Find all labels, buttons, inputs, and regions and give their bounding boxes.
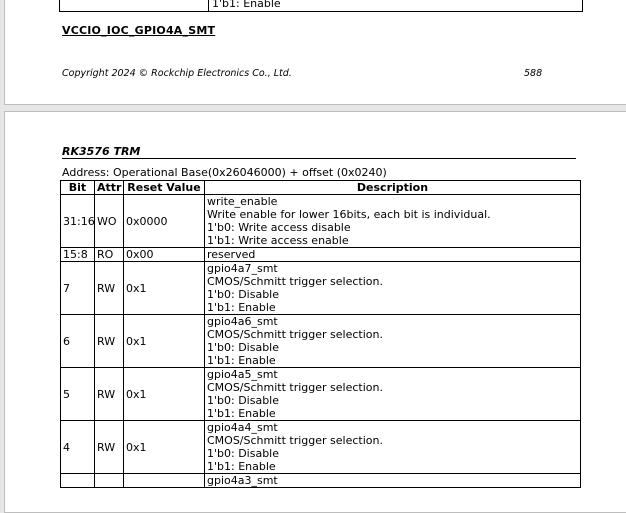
table-header-row <box>61 181 581 195</box>
previous-table-fragment <box>59 0 583 12</box>
header-description: Description <box>205 181 581 195</box>
cell-reset-value: 0x1 <box>124 262 205 315</box>
cell-description <box>205 315 581 368</box>
cell-reset-value: 0x1 <box>124 315 205 368</box>
description-line: CMOS/Schmitt trigger selection. <box>207 381 383 394</box>
description-line: gpio4a4_smt <box>207 421 278 434</box>
description-line: 1'b0: Disable <box>207 447 280 460</box>
cell-bit: 31:16 <box>61 195 95 248</box>
page-header-title: RK3576 TRM <box>62 145 141 158</box>
cell-attr: RW <box>95 315 124 368</box>
cell-reset-value: 0x00 <box>124 248 205 262</box>
register-address: Address: Operational Base(0x26046000) + offset (0x0240) <box>62 166 387 179</box>
description-line: CMOS/Schmitt trigger selection. <box>207 328 383 341</box>
cell-description <box>205 262 581 315</box>
table-row <box>61 474 581 488</box>
cell-description <box>205 248 581 262</box>
copyright-footer: Copyright 2024 © Rockchip Electronics Co., Ltd. <box>62 68 292 79</box>
description-line: 1'b1: Enable <box>207 407 276 420</box>
description-line: 1'b0: Disable <box>207 288 280 301</box>
description-line: gpio4a7_smt <box>207 262 278 275</box>
cell-bit: 4 <box>61 421 95 474</box>
description-line: 1'b1: Enable <box>207 460 276 473</box>
cell-description <box>205 195 581 248</box>
description-line: 1'b1: Enable <box>207 301 276 314</box>
description-line: 1'b1: Write access enable <box>207 234 349 247</box>
description-line: reserved <box>207 248 256 261</box>
cell-bit: 7 <box>61 262 95 315</box>
page-number: 588 <box>524 68 543 79</box>
register-title: VCCIO_IOC_GPIO4A_SMT <box>62 24 216 37</box>
cell-bit <box>61 474 95 488</box>
description-line: 1'b0: Disable <box>207 394 280 407</box>
document-page-top <box>4 0 626 105</box>
table-row <box>61 248 581 262</box>
table-row <box>61 421 581 474</box>
cell-description <box>205 474 581 488</box>
cell-attr: WO <box>95 195 124 248</box>
description-line: gpio4a5_smt <box>207 368 278 381</box>
description-line: 1'b0: Write access disable <box>207 221 351 234</box>
cell-attr: RW <box>95 421 124 474</box>
description-line: gpio4a6_smt <box>207 315 278 328</box>
table-row <box>61 315 581 368</box>
cell-reset-value: 0x1 <box>124 368 205 421</box>
header-divider <box>62 158 576 159</box>
cell-reset-value <box>124 474 205 488</box>
description-line: Write enable for lower 16bits, each bit is individual. <box>207 208 491 221</box>
cell-description <box>205 421 581 474</box>
header-attr: Attr <box>95 181 124 195</box>
cell-attr: RO <box>95 248 124 262</box>
cell-attr: RW <box>95 368 124 421</box>
table-row <box>61 195 581 248</box>
cell-bit: 6 <box>61 315 95 368</box>
register-table <box>60 180 581 488</box>
register-table-body <box>61 195 581 488</box>
cell-reset-value: 0x1 <box>124 421 205 474</box>
cell-attr: RW <box>95 262 124 315</box>
description-line: 1'b0: Disable <box>207 341 280 354</box>
document-page-bottom <box>4 111 626 513</box>
cell-bit: 15:8 <box>61 248 95 262</box>
description-line: gpio4a3_smt <box>207 474 278 487</box>
table-row <box>61 262 581 315</box>
description-line: CMOS/Schmitt trigger selection. <box>207 434 383 447</box>
table-cell-text: 1'b1: Enable <box>212 0 281 10</box>
cell-bit: 5 <box>61 368 95 421</box>
description-line: CMOS/Schmitt trigger selection. <box>207 275 383 288</box>
description-line: 1'b1: Enable <box>207 354 276 367</box>
header-bit: Bit <box>61 181 95 195</box>
table-cell <box>60 0 209 11</box>
description-line: write_enable <box>207 195 278 208</box>
table-row <box>61 368 581 421</box>
cell-attr <box>95 474 124 488</box>
cell-reset-value: 0x0000 <box>124 195 205 248</box>
cell-description <box>205 368 581 421</box>
header-reset-value: Reset Value <box>124 181 205 195</box>
